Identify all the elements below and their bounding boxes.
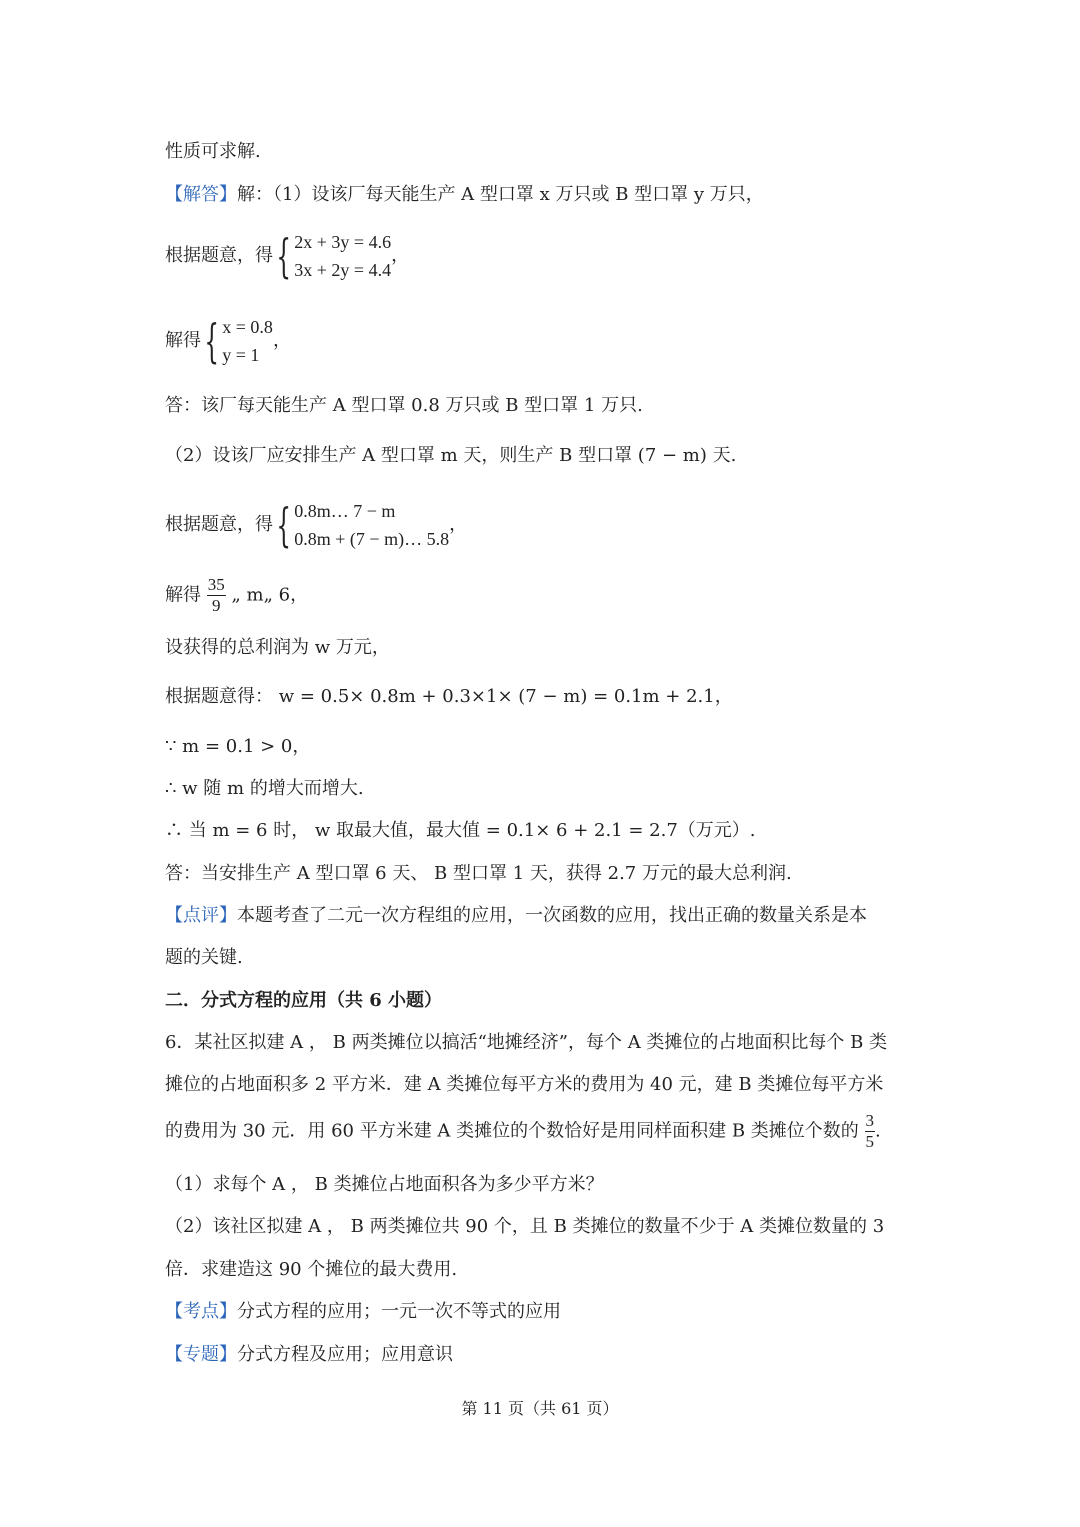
brace: {	[204, 314, 219, 368]
text-line: 摊位的占地面积多 2 平方米．建 A 类摊位每平方米的费用为 40 元，建 B 类摊位每平方米	[165, 1074, 884, 1095]
solution-range	[165, 575, 308, 616]
text-line: 设获得的总利润为 w 万元，	[165, 637, 390, 658]
inequality: 0.8m… 7 − m	[294, 501, 396, 521]
section-heading: 二．分式方程的应用（共 6 小题）	[165, 990, 443, 1011]
equation: 2x + 3y = 4.6	[294, 232, 392, 252]
text: „ m„ 6，	[231, 584, 309, 606]
text: 解得	[165, 584, 201, 606]
text: 分式方程及应用；应用意识	[237, 1344, 453, 1365]
brace: {	[276, 229, 291, 283]
subject-line	[165, 1343, 453, 1367]
equation-system-1	[165, 228, 409, 284]
text-line: ∴ 当 m = 6 时， w 取最大值，最大值 = 0.1× 6 + 2.1 = 2.7（万元）.	[165, 820, 756, 841]
page-footer: 第 11 页（共 61 页）	[461, 1399, 619, 1418]
text: .	[875, 1120, 881, 1142]
equation: x = 0.8	[222, 317, 273, 337]
text: ，	[272, 330, 291, 351]
denominator: 9	[211, 596, 221, 615]
subject-tag: 【专题】	[165, 1344, 237, 1365]
numerator: 3	[865, 1111, 875, 1130]
comment-line	[165, 904, 867, 928]
text-line: 根据题意得： w = 0.5× 0.8m + 0.3×1× (7 − m) = 0.1m + 2.1，	[165, 686, 733, 707]
fraction	[865, 1111, 876, 1152]
text-line: （2）设该厂应安排生产 A 型口罩 m 天，则生产 B 型口罩 (7 − m) 天.	[165, 445, 737, 466]
answer-line	[165, 183, 764, 207]
brace: {	[276, 498, 291, 552]
equation: 3x + 2y = 4.4	[294, 260, 392, 280]
text: 根据题意，得	[165, 245, 273, 266]
topic-line	[165, 1300, 561, 1324]
text-line-with-fraction	[165, 1111, 881, 1152]
text: ，	[449, 514, 468, 535]
text: 分式方程的应用；一元一次不等式的应用	[237, 1301, 561, 1322]
inequality-system	[165, 497, 467, 553]
text-line: （2）该社区拟建 A ， B 两类摊位共 90 个，且 B 类摊位的数量不少于 A 类摊位数量的 3	[165, 1216, 885, 1237]
text-line: ∴ w 随 m 的增大而增大.	[165, 778, 364, 799]
text: 解得	[165, 330, 201, 351]
text-line: 倍．求建造这 90 个摊位的最大费用.	[165, 1259, 458, 1280]
text: 根据题意，得	[165, 514, 273, 535]
text-line: 性质可求解.	[165, 141, 261, 162]
text-line: 答：当安排生产 A 型口罩 6 天、 B 型口罩 1 天，获得 2.7 万元的最大总利润.	[165, 863, 792, 884]
equation: y = 1	[222, 345, 260, 365]
text: ，	[391, 245, 410, 266]
text: 本题考查了二元一次方程组的应用，一次函数的应用，找出正确的数量关系是本	[237, 905, 867, 926]
numerator: 35	[207, 575, 225, 594]
text-line: 6．某社区拟建 A ， B 两类摊位以搞活“地摊经济”，每个 A 类摊位的占地面积比每个 B 类	[165, 1032, 888, 1053]
answer-tag: 【解答】	[165, 184, 237, 205]
text-line: 答：该厂每天能生产 A 型口罩 0.8 万只或 B 型口罩 1 万只.	[165, 395, 643, 416]
topic-tag: 【考点】	[165, 1301, 237, 1322]
text: 解：（1）设该厂每天能生产 A 型口罩 x 万只或 B 型口罩 y 万只，	[237, 184, 764, 205]
text-line: 题的关键.	[165, 947, 243, 968]
text-line: （1）求每个 A ， B 类摊位占地面积各为多少平方米？	[165, 1174, 604, 1195]
text: 的费用为 30 元．用 60 平方米建 A 类摊位的个数恰好是用同样面积建 B 类摊位个数的	[165, 1120, 859, 1142]
comment-tag: 【点评】	[165, 905, 237, 926]
solution-system-1	[165, 313, 291, 369]
text-line: ∵ m = 0.1 > 0，	[165, 736, 311, 757]
denominator: 5	[865, 1132, 875, 1151]
inequality: 0.8m + (7 − m)… 5.8	[294, 529, 450, 549]
fraction	[207, 575, 226, 616]
